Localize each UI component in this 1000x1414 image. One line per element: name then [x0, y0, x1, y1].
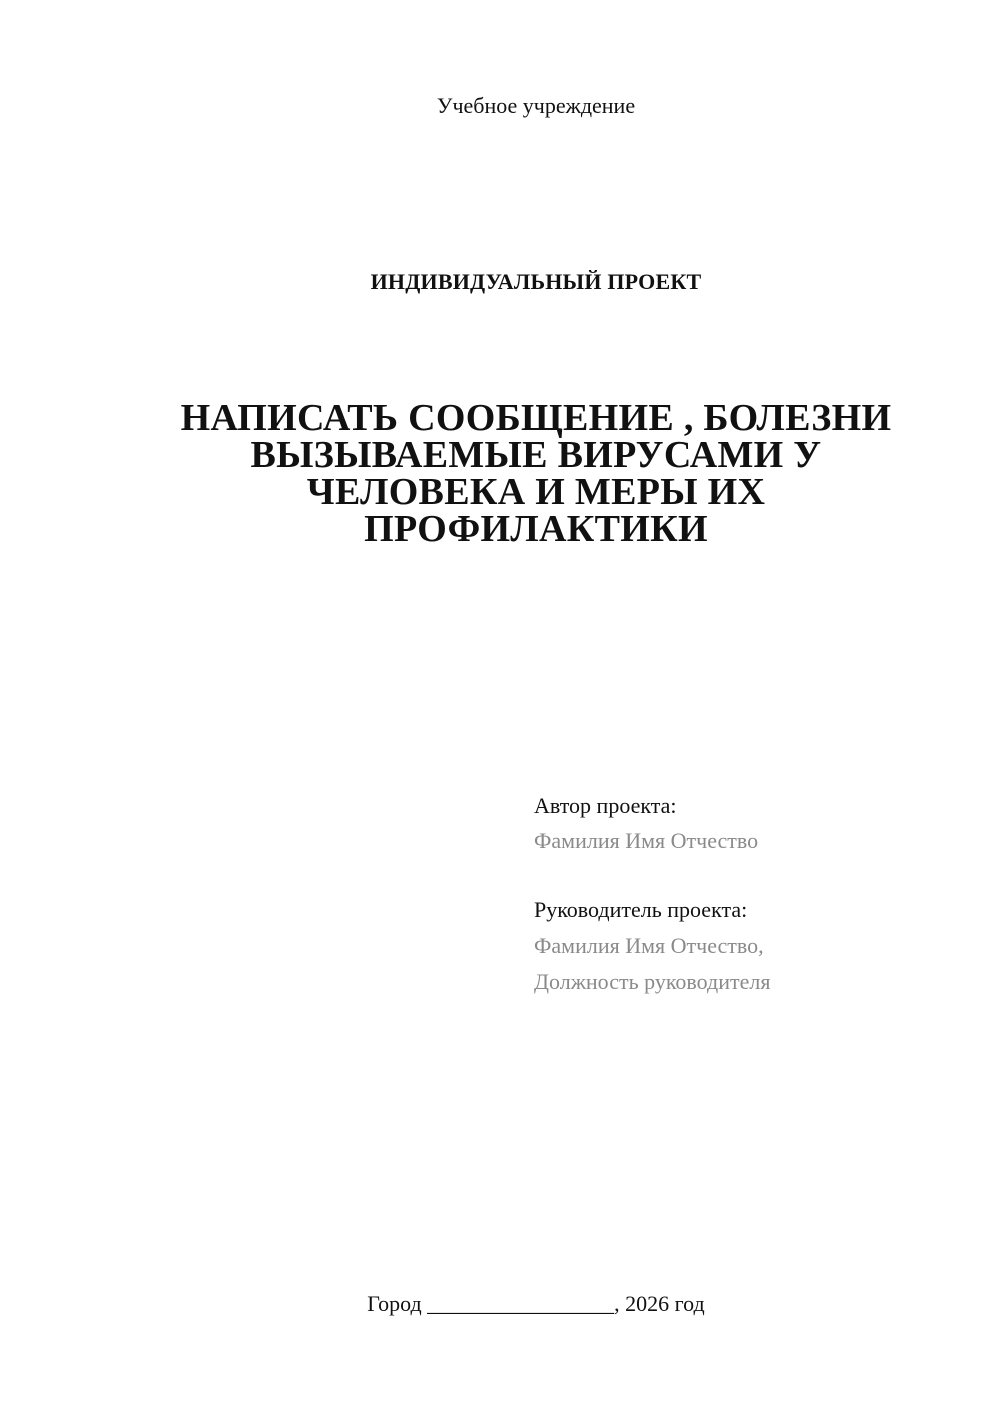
author-name-placeholder: Фамилия Имя Отчество [534, 828, 759, 853]
author-label: Автор проекта: [534, 793, 677, 818]
supervisor-position-placeholder: Должность руководителя [534, 969, 771, 994]
topic-line: ПРОФИЛАКТИКИ [364, 508, 708, 550]
institution-name: Учебное учреждение [436, 93, 636, 118]
project-topic-title [160, 397, 912, 550]
author-block [534, 788, 974, 858]
document-type-heading: ИНДИВИДУАЛЬНЫЙ ПРОЕКТ [370, 269, 702, 294]
supervisor-label: Руководитель проекта: [534, 897, 748, 922]
topic-line: ЧЕЛОВЕКА И МЕРЫ ИХ [306, 471, 766, 513]
topic-line: ВЫЗЫВАЕМЫЕ ВИРУСАМИ У [250, 434, 822, 476]
topic-line: НАПИСАТЬ СООБЩЕНИЕ , БОЛЕЗНИ [180, 397, 892, 439]
supervisor-block [534, 892, 974, 1000]
city-year-line: Город _________________, 2026 год [367, 1291, 705, 1316]
supervisor-name-placeholder: Фамилия Имя Отчество, [534, 933, 764, 958]
